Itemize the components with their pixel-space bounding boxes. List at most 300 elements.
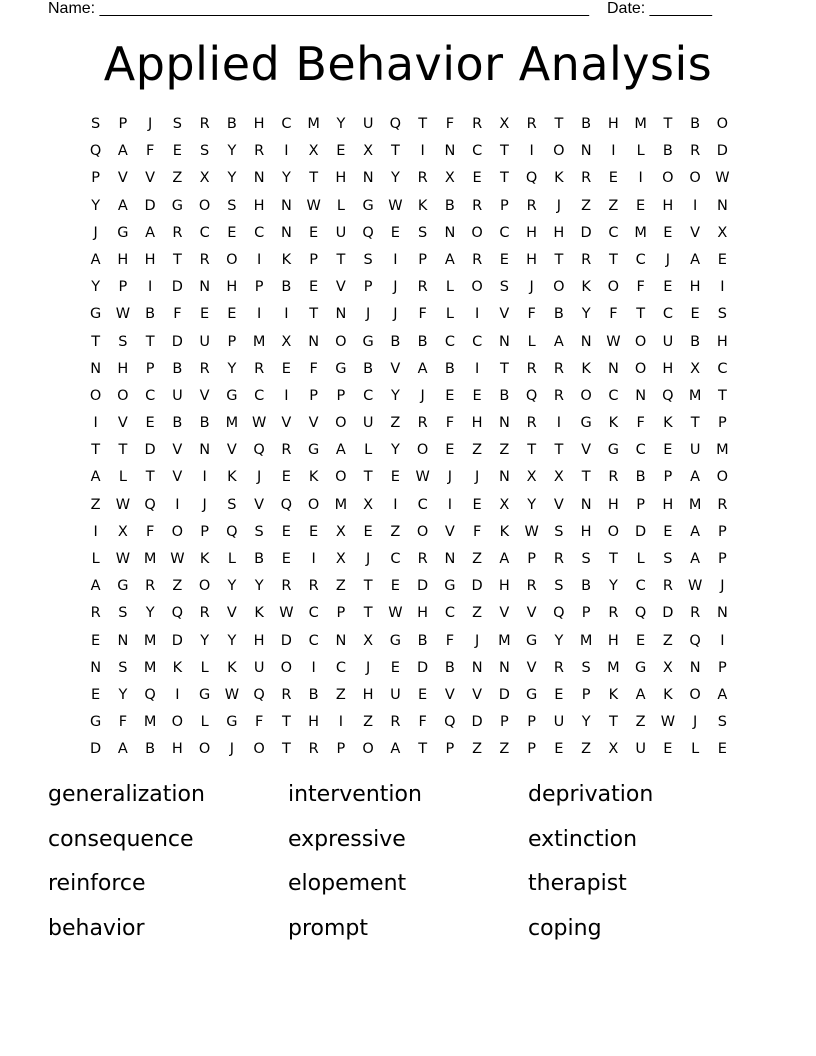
grid-letter: I bbox=[474, 360, 480, 377]
grid-letter: R bbox=[308, 578, 319, 595]
grid-letter: T bbox=[336, 251, 346, 268]
grid-letter: R bbox=[172, 224, 183, 241]
grid-letter: V bbox=[199, 387, 210, 404]
grid-letter: G bbox=[117, 224, 129, 241]
grid-row bbox=[82, 165, 736, 192]
grid-letter: T bbox=[363, 469, 373, 486]
grid-letter: T bbox=[145, 469, 155, 486]
grid-letter: T bbox=[309, 170, 319, 187]
grid-letter: O bbox=[416, 523, 429, 540]
grid-letter: R bbox=[417, 279, 428, 296]
grid-letter: C bbox=[635, 578, 646, 595]
grid-letter: J bbox=[93, 224, 98, 241]
grid-letter: X bbox=[335, 551, 346, 567]
grid-letter: J bbox=[692, 714, 698, 731]
grid-letter: R bbox=[690, 143, 701, 160]
grid-letter: V bbox=[499, 306, 510, 323]
grid-letter: T bbox=[309, 306, 319, 323]
grid-letter: H bbox=[171, 741, 183, 758]
grid-letter: I bbox=[256, 251, 262, 268]
grid-letter: H bbox=[471, 415, 483, 432]
grid-letter: V bbox=[226, 605, 237, 622]
grid-letter: K bbox=[417, 197, 428, 214]
grid-letter: K bbox=[308, 469, 319, 486]
grid-letter: R bbox=[581, 251, 592, 268]
grid-letter: O bbox=[307, 496, 320, 513]
grid-letter: Z bbox=[335, 578, 346, 595]
grid-letter: F bbox=[636, 415, 645, 432]
grid-letter: E bbox=[363, 523, 373, 540]
grid-letter: P bbox=[581, 686, 591, 703]
grid-letter: R bbox=[608, 605, 619, 622]
grid-letter: P bbox=[527, 741, 536, 758]
grid-letter: D bbox=[417, 578, 429, 595]
grid-letter: I bbox=[93, 415, 98, 432]
grid-letter: R bbox=[199, 360, 210, 377]
grid-letter: L bbox=[364, 442, 373, 459]
word-list-item: intervention bbox=[288, 782, 422, 807]
grid-letter: S bbox=[717, 714, 727, 731]
grid-letter: W bbox=[251, 415, 267, 432]
grid-letter: H bbox=[607, 496, 619, 513]
grid-letter: Z bbox=[390, 415, 401, 432]
grid-row bbox=[82, 600, 736, 627]
grid-letter: P bbox=[527, 551, 536, 567]
word-list-item: behavior bbox=[48, 915, 145, 941]
grid-letter: U bbox=[662, 333, 674, 350]
grid-letter: B bbox=[444, 197, 455, 214]
grid-letter: X bbox=[608, 741, 619, 758]
grid-letter: X bbox=[117, 523, 128, 540]
grid-letter: J bbox=[665, 251, 671, 268]
grid-letter: A bbox=[90, 469, 101, 486]
grid-letter: M bbox=[579, 632, 593, 649]
grid-letter: M bbox=[143, 632, 157, 649]
grid-letter: W bbox=[306, 197, 321, 214]
grid-letter: K bbox=[172, 659, 183, 676]
grid-letter: N bbox=[471, 659, 483, 676]
grid-letter: H bbox=[417, 605, 429, 622]
grid-letter: I bbox=[393, 496, 398, 513]
grid-letter: W bbox=[606, 333, 621, 350]
grid-letter: R bbox=[472, 116, 483, 132]
grid-letter: L bbox=[336, 197, 345, 214]
letter-grid bbox=[82, 111, 736, 764]
grid-letter: K bbox=[608, 686, 619, 703]
grid-letter: Z bbox=[90, 496, 101, 513]
grid-row bbox=[82, 356, 736, 383]
grid-letter: A bbox=[690, 551, 701, 567]
grid-letter: O bbox=[171, 523, 184, 540]
grid-letter: B bbox=[553, 306, 564, 323]
grid-letter: Y bbox=[336, 116, 346, 132]
grid-letter: K bbox=[554, 170, 564, 187]
grid-letter: B bbox=[172, 360, 183, 377]
grid-letter: R bbox=[417, 551, 428, 567]
grid-letter: F bbox=[472, 523, 482, 540]
grid-letter: B bbox=[417, 333, 428, 350]
grid-letter: P bbox=[227, 333, 237, 350]
grid-letter: O bbox=[335, 415, 347, 432]
grid-letter: A bbox=[90, 578, 101, 595]
grid-letter: R bbox=[553, 659, 564, 676]
grid-letter: Z bbox=[335, 686, 346, 703]
grid-letter: E bbox=[663, 279, 673, 296]
grid-letter: Y bbox=[608, 578, 618, 595]
grid-letter: G bbox=[199, 686, 211, 703]
grid-letter: E bbox=[717, 251, 727, 268]
grid-letter: F bbox=[145, 523, 155, 540]
grid-letter: B bbox=[363, 360, 374, 377]
grid-letter: N bbox=[280, 224, 292, 241]
grid-letter: E bbox=[390, 578, 400, 595]
grid-letter: Z bbox=[390, 523, 401, 540]
grid-letter: T bbox=[363, 578, 373, 595]
grid-letter: X bbox=[308, 143, 319, 160]
grid-letter: E bbox=[608, 170, 618, 187]
grid-letter: B bbox=[308, 686, 319, 703]
grid-letter: P bbox=[145, 360, 155, 377]
grid-letter: E bbox=[281, 469, 291, 486]
grid-letter: W bbox=[115, 551, 131, 567]
grid-letter: X bbox=[662, 659, 673, 676]
grid-letter: A bbox=[717, 686, 728, 703]
grid-letter: M bbox=[225, 415, 239, 432]
grid-letter: T bbox=[418, 116, 428, 132]
grid-letter: B bbox=[635, 469, 646, 486]
grid-letter: Z bbox=[172, 578, 183, 595]
grid-letter: Q bbox=[525, 170, 538, 187]
grid-letter: A bbox=[690, 469, 701, 486]
grid-letter: D bbox=[171, 279, 183, 296]
grid-letter: B bbox=[145, 306, 156, 323]
grid-letter: V bbox=[145, 170, 156, 187]
grid-letter: Z bbox=[472, 442, 483, 459]
grid-letter: O bbox=[89, 387, 102, 404]
grid-letter: U bbox=[253, 659, 265, 676]
grid-letter: R bbox=[145, 578, 156, 595]
grid-letter: A bbox=[390, 741, 401, 758]
grid-letter: I bbox=[611, 143, 616, 160]
grid-letter: N bbox=[117, 632, 129, 649]
word-list-item: coping bbox=[528, 915, 602, 941]
grid-letter: N bbox=[308, 333, 320, 350]
grid-letter: T bbox=[554, 442, 564, 459]
grid-letter: V bbox=[117, 415, 128, 432]
grid-letter: A bbox=[117, 741, 128, 758]
grid-letter: O bbox=[198, 578, 211, 595]
grid-letter: F bbox=[418, 714, 427, 731]
grid-letter: Q bbox=[634, 605, 647, 622]
grid-letter: Y bbox=[91, 279, 101, 296]
grid-letter: S bbox=[418, 224, 428, 241]
grid-letter: W bbox=[524, 523, 539, 540]
word-list-item: extinction bbox=[528, 826, 638, 852]
grid-letter: E bbox=[663, 741, 673, 758]
grid-letter: H bbox=[253, 116, 265, 132]
grid-letter: F bbox=[445, 632, 455, 649]
grid-letter: Z bbox=[499, 442, 510, 459]
grid-letter: M bbox=[498, 632, 511, 649]
grid-letter: I bbox=[420, 143, 425, 160]
grid-letter: S bbox=[663, 551, 673, 567]
grid-letter: V bbox=[444, 686, 455, 703]
grid-letter: N bbox=[689, 659, 701, 676]
grid-letter: O bbox=[553, 143, 565, 160]
grid-letter: H bbox=[226, 279, 238, 296]
grid-letter: X bbox=[499, 496, 510, 513]
grid-letter: C bbox=[472, 333, 483, 350]
grid-letter: R bbox=[690, 605, 701, 622]
grid-letter: Q bbox=[362, 224, 374, 241]
grid-letter: X bbox=[281, 333, 292, 350]
grid-letter: G bbox=[362, 197, 374, 214]
grid-letter: D bbox=[716, 143, 728, 160]
grid-letter: E bbox=[472, 170, 482, 187]
grid-letter: O bbox=[471, 279, 483, 296]
grid-letter: O bbox=[117, 387, 129, 404]
grid-letter: G bbox=[635, 659, 647, 676]
grid-letter: E bbox=[663, 523, 673, 540]
grid-letter: Y bbox=[227, 170, 237, 187]
grid-letter: Z bbox=[608, 197, 619, 214]
grid-letter: A bbox=[690, 251, 701, 268]
grid-letter: R bbox=[717, 496, 728, 513]
grid-letter: N bbox=[498, 415, 510, 432]
grid-row bbox=[82, 138, 736, 165]
grid-letter: J bbox=[720, 578, 725, 595]
grid-letter: N bbox=[199, 442, 211, 459]
grid-letter: U bbox=[362, 415, 374, 432]
grid-letter: V bbox=[390, 360, 401, 377]
grid-letter: R bbox=[281, 578, 292, 595]
grid-letter: N bbox=[199, 279, 211, 296]
grid-row bbox=[82, 329, 736, 356]
grid-letter: O bbox=[634, 333, 647, 350]
grid-letter: L bbox=[636, 143, 645, 160]
grid-letter: E bbox=[472, 496, 482, 513]
grid-letter: C bbox=[308, 605, 319, 622]
grid-letter: J bbox=[229, 741, 235, 758]
grid-letter: I bbox=[692, 197, 698, 214]
grid-letter: B bbox=[444, 360, 455, 377]
grid-letter: B bbox=[199, 415, 210, 432]
grid-letter: F bbox=[145, 143, 155, 160]
grid-letter: H bbox=[335, 170, 347, 187]
grid-letter: C bbox=[199, 224, 210, 241]
grid-letter: T bbox=[91, 442, 101, 459]
grid-letter: H bbox=[580, 523, 592, 540]
grid-letter: X bbox=[499, 116, 510, 132]
grid-letter: K bbox=[499, 523, 510, 540]
grid-letter: Z bbox=[662, 632, 673, 649]
grid-letter: R bbox=[526, 197, 537, 214]
grid-letter: N bbox=[362, 170, 374, 187]
grid-letter: Z bbox=[172, 170, 183, 187]
grid-letter: E bbox=[336, 143, 346, 160]
grid-row bbox=[82, 736, 736, 763]
grid-letter: Q bbox=[389, 116, 402, 132]
grid-letter: P bbox=[718, 523, 727, 540]
grid-letter: R bbox=[526, 415, 537, 432]
grid-letter: N bbox=[498, 333, 510, 350]
grid-letter: R bbox=[90, 605, 101, 622]
grid-letter: J bbox=[474, 632, 480, 649]
grid-row bbox=[82, 464, 736, 491]
grid-letter: O bbox=[553, 279, 565, 296]
grid-letter: E bbox=[281, 523, 291, 540]
grid-letter: C bbox=[444, 605, 455, 622]
grid-letter: T bbox=[363, 605, 373, 622]
grid-letter: B bbox=[662, 143, 673, 160]
grid-letter: S bbox=[91, 116, 101, 132]
grid-letter: Q bbox=[280, 496, 293, 513]
grid-letter: U bbox=[390, 686, 401, 703]
grid-letter: V bbox=[526, 659, 537, 676]
grid-letter: Z bbox=[472, 741, 483, 758]
grid-letter: D bbox=[171, 333, 183, 350]
grid-letter: E bbox=[636, 197, 646, 214]
grid-letter: N bbox=[280, 197, 292, 214]
grid-letter: D bbox=[417, 659, 429, 676]
grid-letter: E bbox=[499, 251, 509, 268]
grid-letter: L bbox=[445, 306, 454, 323]
grid-letter: P bbox=[254, 279, 264, 296]
grid-letter: N bbox=[444, 551, 456, 567]
grid-letter: T bbox=[527, 442, 537, 459]
grid-letter: B bbox=[581, 578, 592, 595]
grid-letter: V bbox=[281, 415, 292, 432]
grid-letter: J bbox=[256, 469, 262, 486]
grid-row bbox=[82, 628, 736, 655]
grid-letter: Y bbox=[91, 197, 101, 214]
grid-letter: R bbox=[553, 360, 564, 377]
grid-letter: S bbox=[717, 306, 727, 323]
grid-letter: P bbox=[309, 387, 318, 404]
grid-letter: S bbox=[499, 279, 509, 296]
grid-letter: G bbox=[226, 387, 238, 404]
grid-letter: Y bbox=[390, 387, 400, 404]
grid-letter: F bbox=[445, 116, 455, 132]
grid-row bbox=[82, 193, 736, 220]
grid-letter: S bbox=[581, 551, 591, 567]
grid-letter: D bbox=[280, 632, 292, 649]
grid-letter: Z bbox=[581, 197, 592, 214]
grid-letter: Q bbox=[144, 686, 156, 703]
grid-letter: O bbox=[689, 170, 701, 187]
grid-letter: R bbox=[472, 197, 483, 214]
grid-letter: G bbox=[362, 333, 374, 350]
grid-letter: Y bbox=[390, 170, 400, 187]
word-list-item: prompt bbox=[288, 915, 369, 941]
grid-letter: U bbox=[362, 116, 374, 132]
grid-letter: F bbox=[254, 714, 264, 731]
grid-letter: X bbox=[526, 469, 537, 486]
grid-letter: S bbox=[554, 523, 564, 540]
grid-letter: I bbox=[393, 251, 398, 268]
grid-letter: A bbox=[117, 197, 128, 214]
grid-letter: W bbox=[687, 578, 703, 595]
grid-letter: R bbox=[281, 686, 292, 703]
grid-letter: F bbox=[636, 279, 645, 296]
grid-letter: E bbox=[309, 279, 319, 296]
grid-letter: I bbox=[147, 279, 153, 296]
grid-letter: G bbox=[226, 714, 238, 731]
grid-letter: R bbox=[254, 143, 265, 160]
grid-letter: S bbox=[227, 496, 237, 513]
grid-letter: T bbox=[172, 251, 182, 268]
grid-letter: T bbox=[717, 387, 727, 404]
grid-letter: L bbox=[118, 469, 127, 486]
grid-letter: J bbox=[147, 116, 153, 132]
grid-letter: U bbox=[172, 387, 183, 404]
grid-letter: L bbox=[200, 714, 209, 731]
grid-letter: V bbox=[308, 415, 319, 432]
grid-row bbox=[82, 410, 736, 437]
grid-letter: R bbox=[281, 442, 292, 459]
grid-letter: C bbox=[662, 306, 673, 323]
grid-letter: O bbox=[171, 714, 184, 731]
grid-letter: I bbox=[556, 415, 562, 432]
grid-letter: R bbox=[390, 714, 401, 731]
grid-row bbox=[82, 682, 736, 709]
grid-letter: P bbox=[718, 659, 727, 676]
grid-letter: E bbox=[445, 387, 455, 404]
grid-letter: B bbox=[281, 279, 292, 296]
grid-letter: Y bbox=[200, 632, 210, 649]
grid-letter: E bbox=[91, 632, 101, 649]
page-title: Applied Behavior Analysis bbox=[103, 37, 713, 91]
grid-letter: Q bbox=[444, 714, 456, 731]
grid-letter: M bbox=[143, 551, 157, 567]
grid-letter: F bbox=[527, 306, 536, 323]
grid-letter: P bbox=[200, 523, 209, 540]
grid-row bbox=[82, 274, 736, 301]
grid-letter: G bbox=[444, 578, 456, 595]
grid-letter: M bbox=[143, 659, 157, 676]
grid-letter: G bbox=[389, 632, 401, 649]
grid-letter: T bbox=[581, 469, 591, 486]
grid-letter: N bbox=[335, 306, 347, 323]
word-list-item: therapist bbox=[528, 871, 627, 896]
grid-letter: F bbox=[309, 360, 318, 377]
grid-letter: Q bbox=[226, 523, 238, 540]
grid-letter: M bbox=[143, 714, 157, 731]
grid-letter: I bbox=[175, 686, 180, 703]
grid-letter: O bbox=[607, 523, 620, 540]
grid-letter: P bbox=[91, 170, 100, 187]
grid-letter: O bbox=[335, 333, 347, 350]
grid-letter: C bbox=[308, 632, 319, 649]
grid-letter: O bbox=[416, 442, 429, 459]
grid-letter: D bbox=[471, 578, 483, 595]
grid-letter: X bbox=[363, 632, 374, 649]
grid-letter: A bbox=[635, 686, 646, 703]
grid-letter: O bbox=[716, 469, 729, 486]
grid-letter: L bbox=[91, 551, 100, 567]
grid-letter: N bbox=[90, 659, 102, 676]
grid-letter: C bbox=[254, 224, 265, 241]
grid-letter: I bbox=[447, 496, 453, 513]
word-list-item: expressive bbox=[288, 826, 406, 852]
grid-letter: W bbox=[224, 686, 240, 703]
grid-letter: M bbox=[634, 116, 647, 132]
grid-letter: H bbox=[362, 686, 374, 703]
grid-letter: L bbox=[227, 551, 236, 567]
grid-letter: J bbox=[393, 279, 398, 296]
grid-letter: H bbox=[117, 251, 129, 268]
grid-letter: R bbox=[553, 387, 564, 404]
